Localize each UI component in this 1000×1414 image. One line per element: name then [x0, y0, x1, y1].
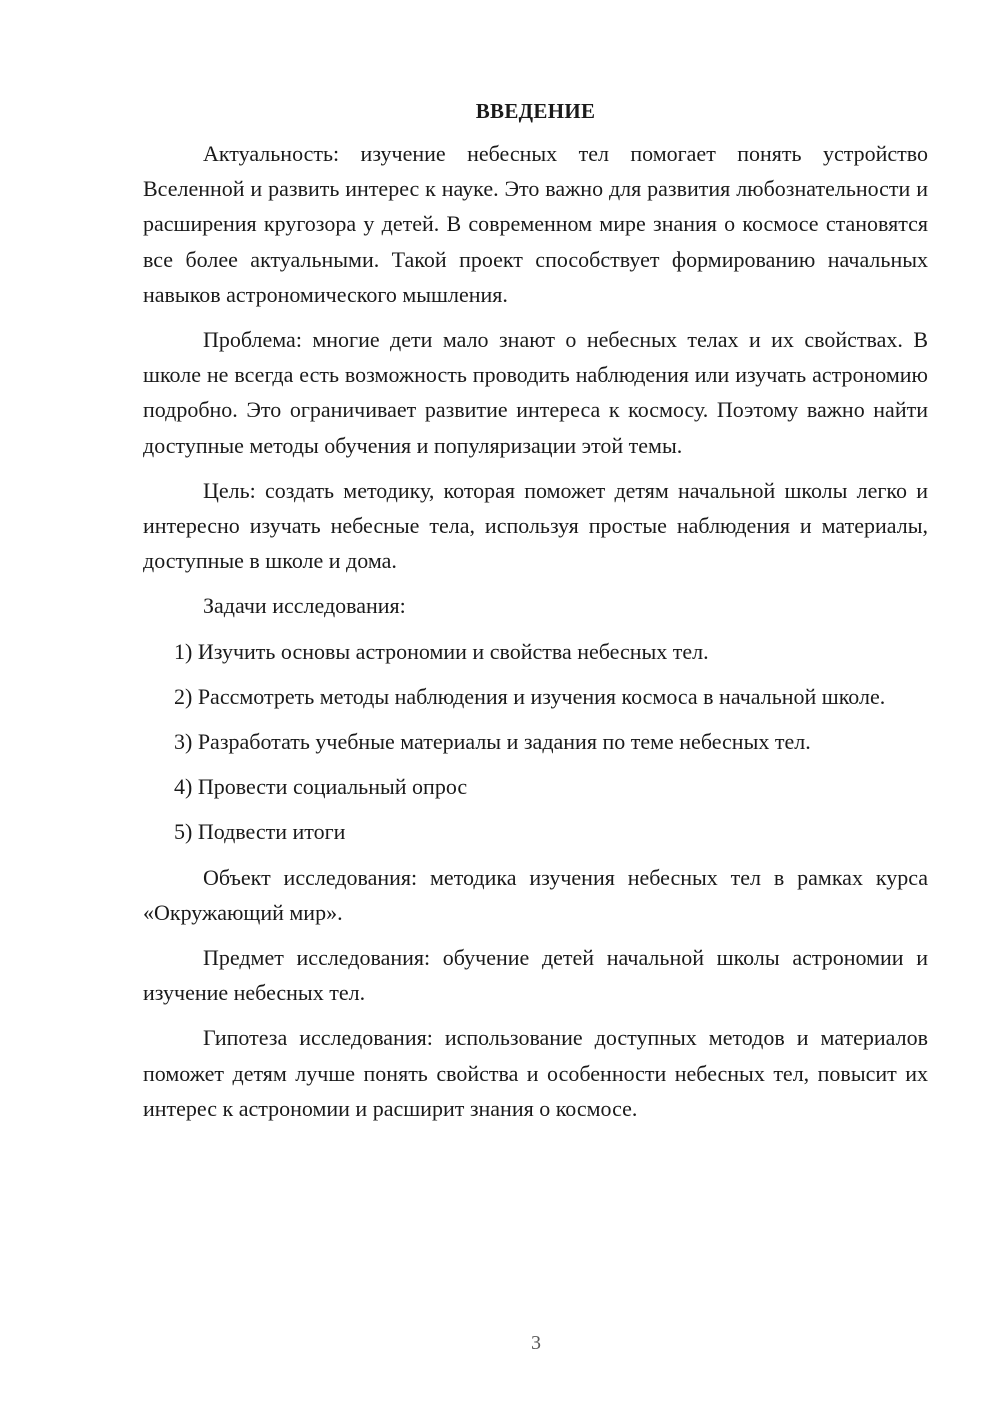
task-item-1: 1) Изучить основы астрономии и свойства небесных тел.: [174, 638, 709, 664]
paragraph-goal: Цель: создать методику, которая поможет детям начальной школы легко и интересно изучать небесные тела, используя простые наблюдения и материалы, доступные в школе и дома.: [143, 477, 928, 574]
task-item-5: 5) Подвести итоги: [174, 819, 346, 845]
paragraph-hypothesis: Гипотеза исследования: использование доступных методов и материалов поможет детям лучше понять свойства и особенности небесных тел, повысит их интерес к астрономии и расширит знания о космосе.: [143, 1025, 928, 1121]
task-item-3: 3) Разработать учебные материалы и задания по теме небесных тел.: [174, 729, 811, 755]
page-number: 3: [531, 1332, 541, 1354]
page-content: [143, 96, 928, 1136]
paragraph-object: Объект исследования: методика изучения небесных тел в рамках курса «Окружающий мир».: [143, 864, 928, 925]
paragraph-subject: Предмет исследования: обучение детей начальной школы астрономии и изучение небесных тел.: [143, 945, 928, 1006]
paragraph-problem: Проблема: многие дети мало знают о небесных телах и их свойствах. В школе не всегда есть возможность проводить наблюдения или изучать астрономию подробно. Это ограничивает развитие интереса к космосу. Поэтому важно найти доступные методы обучения и популяризации этой темы.: [143, 327, 928, 458]
paragraph-relevance: Актуальность: изучение небесных тел помогает понять устройство Вселенной и развить интерес к науке. Это важно для развития любознательности и расширения кругозора у детей. В современном мире знания о космосе становятся все более актуальными. Такой проект способствует формированию начальных навыков астрономического мышления.: [143, 141, 928, 307]
task-item-2: 2) Рассмотреть методы наблюдения и изучения космоса в начальной школе.: [174, 683, 886, 709]
task-item-4: 4) Провести социальный опрос: [174, 774, 468, 800]
paragraph-tasks-title: Задачи исследования:: [203, 593, 406, 619]
section-heading: ВВЕДЕНИЕ: [475, 99, 596, 123]
